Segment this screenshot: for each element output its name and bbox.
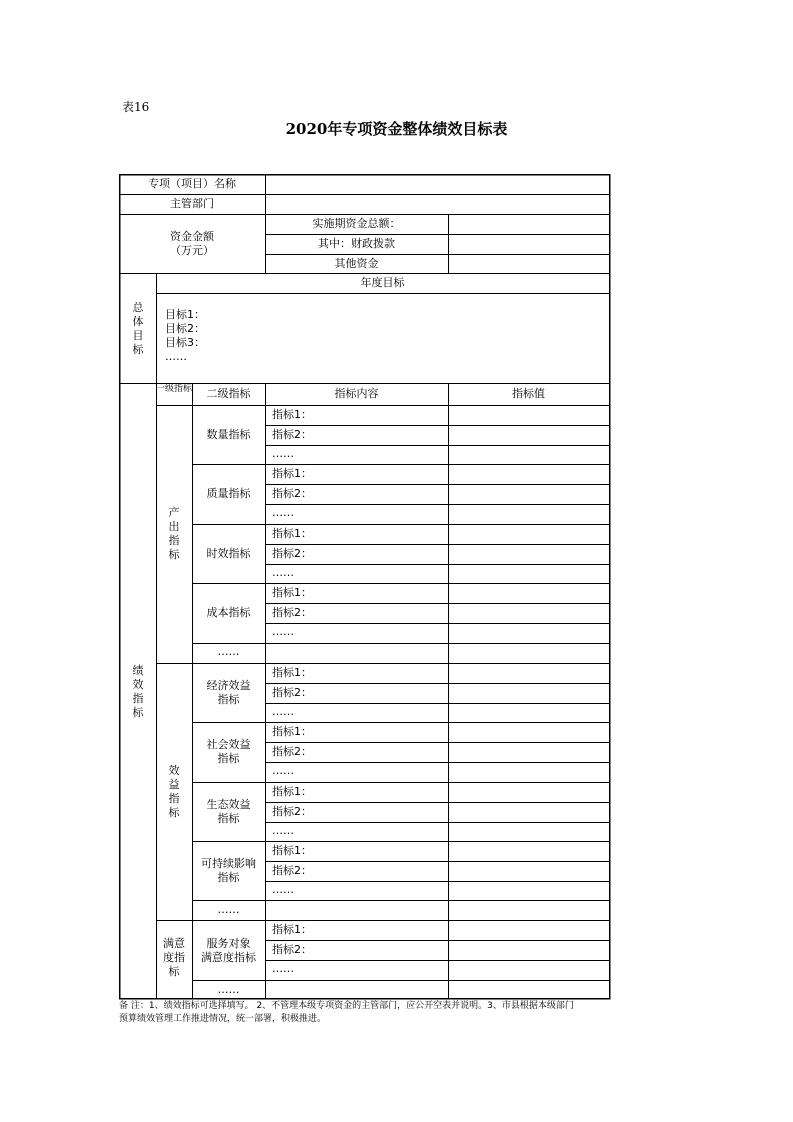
- col-content: 指标内容: [334, 387, 379, 400]
- sustain-more[interactable]: ……: [272, 883, 294, 896]
- department-label: 主管部门: [170, 197, 214, 210]
- other-funds-label: 其他资金: [334, 257, 379, 270]
- economic-benefit-indicator: [192, 679, 265, 707]
- output-more: ……: [217, 645, 240, 658]
- quality-item2[interactable]: 指标2：: [272, 487, 312, 500]
- eco-line2: 指标: [217, 812, 240, 825]
- quantity-item1[interactable]: 指标1：: [272, 408, 312, 421]
- quantity-indicator: 数量指标: [206, 428, 251, 441]
- economic-line2: 指标: [217, 693, 240, 706]
- social-benefit-indicator: [192, 738, 265, 766]
- service-line2: 满意度指标: [201, 951, 256, 964]
- total-funds-label: 实施期资金总额：: [312, 217, 401, 230]
- funds-label-line2: （万元）: [170, 244, 214, 257]
- annual-target-list[interactable]: [165, 308, 285, 364]
- cost-item1[interactable]: 指标1：: [272, 586, 312, 599]
- quality-indicator: 质量指标: [206, 487, 251, 500]
- sustain-item2[interactable]: 指标2：: [272, 864, 312, 877]
- overall-target-label: 总体目标: [132, 301, 144, 356]
- satisfaction-more: ……: [217, 983, 240, 996]
- quantity-more[interactable]: ……: [272, 447, 294, 460]
- timeliness-item1[interactable]: 指标1：: [272, 527, 312, 540]
- timeliness-item2[interactable]: 指标2：: [272, 547, 312, 560]
- table-number: 表16: [122, 100, 150, 114]
- service-item1[interactable]: 指标1：: [272, 923, 312, 936]
- col-value: 指标值: [512, 387, 545, 400]
- satisfaction-indicator-label: 满意度指标: [163, 937, 185, 978]
- service-more[interactable]: ……: [272, 962, 294, 975]
- sustain-line2: 指标: [217, 871, 240, 884]
- service-item2[interactable]: 指标2：: [272, 943, 312, 956]
- target-3: 目标3：: [165, 336, 205, 349]
- social-more[interactable]: ……: [272, 764, 294, 777]
- social-line1: 社会效益: [206, 738, 251, 751]
- performance-label: 绩效指标: [132, 664, 144, 719]
- economic-item1[interactable]: 指标1：: [272, 666, 312, 679]
- target-2: 目标2：: [165, 322, 205, 335]
- economic-item2[interactable]: 指标2：: [272, 686, 312, 699]
- footer-note-line1: 备 注：1、绩效指标可选择填写。 2、不管理本级专项资金的主管部门，应公开空表并说明。3、市县根据本级部门: [119, 1001, 574, 1011]
- page-title: 2020年专项资金整体绩效目标表: [285, 120, 508, 138]
- social-item1[interactable]: 指标1：: [272, 725, 312, 738]
- sustainable-impact-indicator: [192, 857, 265, 885]
- other-funds-field[interactable]: [449, 255, 609, 273]
- fiscal-funds-field[interactable]: [449, 235, 609, 254]
- total-funds-field[interactable]: [449, 215, 609, 234]
- output-indicator-label: 产出指标: [168, 506, 180, 561]
- service-line1: 服务对象: [206, 937, 251, 950]
- eco-item1[interactable]: 指标1：: [272, 785, 312, 798]
- footer-note-line2: 预算绩效管理工作推进情况，统一部署，积极推进。: [119, 1014, 327, 1024]
- social-item2[interactable]: 指标2：: [272, 745, 312, 758]
- target-more: ……: [165, 350, 187, 363]
- fiscal-funds-label: 其中：财政拨款: [318, 237, 395, 250]
- cost-indicator: 成本指标: [206, 606, 251, 619]
- eco-item2[interactable]: 指标2：: [272, 805, 312, 818]
- cost-more[interactable]: ……: [272, 625, 294, 638]
- quality-more[interactable]: ……: [272, 506, 294, 519]
- sustain-item1[interactable]: 指标1：: [272, 844, 312, 857]
- economic-line1: 经济效益: [206, 679, 251, 692]
- timeliness-indicator: 时效指标: [206, 547, 251, 560]
- service-satisfaction-indicator: [192, 937, 265, 965]
- project-name-label: 专项（项目）名称: [148, 177, 236, 190]
- benefit-indicator-label: 效益指标: [168, 764, 180, 819]
- col-level2: 二级指标: [206, 387, 251, 400]
- funds-label: [119, 230, 265, 258]
- col-level1: 一级指标: [156, 384, 193, 394]
- timeliness-more[interactable]: ……: [272, 566, 294, 579]
- quantity-item2[interactable]: 指标2：: [272, 428, 312, 441]
- project-name-field[interactable]: [266, 175, 609, 194]
- department-field[interactable]: [266, 195, 609, 214]
- funds-label-line1: 资金金额: [170, 230, 214, 243]
- target-1: 目标1：: [165, 308, 205, 321]
- benefit-more: ……: [217, 903, 240, 916]
- eco-more[interactable]: ……: [272, 824, 294, 837]
- economic-more[interactable]: ……: [272, 705, 294, 718]
- cost-item2[interactable]: 指标2：: [272, 606, 312, 619]
- annual-target-label: 年度目标: [360, 276, 405, 289]
- eco-benefit-indicator: [192, 798, 265, 826]
- eco-line1: 生态效益: [206, 798, 251, 811]
- sustain-line1: 可持续影响: [201, 857, 256, 870]
- quality-item1[interactable]: 指标1：: [272, 467, 312, 480]
- footer-note: [119, 1000, 611, 1026]
- social-line2: 指标: [217, 752, 240, 765]
